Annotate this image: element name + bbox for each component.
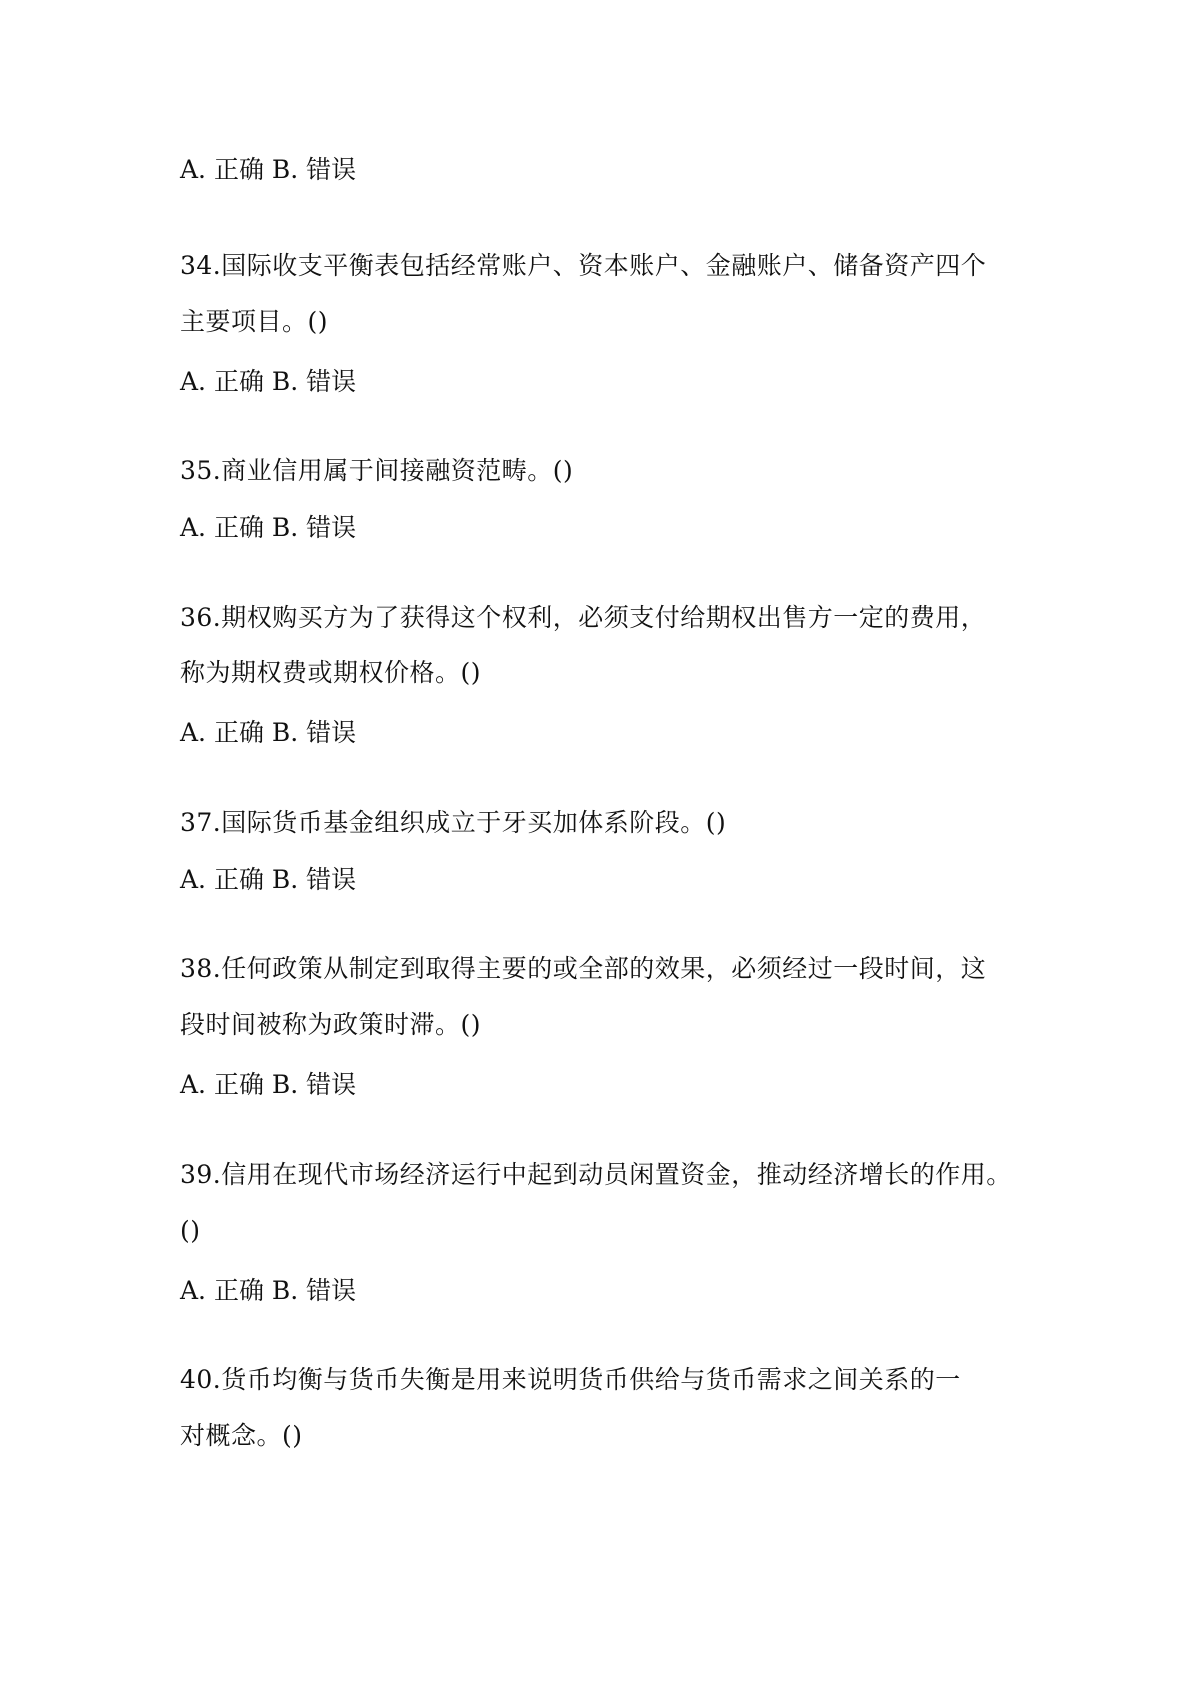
question-40-line-1: 40.货币均衡与货币失衡是用来说明货币供给与货币需求之间关系的一	[180, 1365, 961, 1394]
question-35-line-1: 35.商业信用属于间接融资范畴。()	[180, 456, 574, 485]
question-38-options: A. 正确 B. 错误	[180, 1070, 357, 1099]
question-35-options: A. 正确 B. 错误	[180, 513, 357, 542]
question-37-line-1: 37.国际货币基金组织成立于牙买加体系阶段。()	[180, 808, 727, 837]
question-39-options: A. 正确 B. 错误	[180, 1276, 357, 1305]
question-34-line-1: 34.国际收支平衡表包括经常账户、资本账户、金融账户、储备资产四个	[180, 251, 987, 280]
question-34-line-2: 主要项目。()	[180, 307, 329, 336]
question-36-line-1: 36.期权购买方为了获得这个权利，必须支付给期权出售方一定的费用，	[180, 603, 987, 632]
question-37-options: A. 正确 B. 错误	[180, 865, 357, 894]
question-40-line-2: 对概念。()	[180, 1421, 303, 1450]
question-38-line-2: 段时间被称为政策时滞。()	[180, 1010, 482, 1039]
question-38-line-1: 38.任何政策从制定到取得主要的或全部的效果，必须经过一段时间，这	[180, 954, 987, 983]
question-36-options: A. 正确 B. 错误	[180, 718, 357, 747]
question-34-options: A. 正确 B. 错误	[180, 367, 357, 396]
question-36-line-2: 称为期权费或期权价格。()	[180, 658, 482, 687]
question-39-line-2: ()	[180, 1216, 201, 1245]
question-39-line-1: 39.信用在现代市场经济运行中起到动员闲置资金，推动经济增长的作用。	[180, 1160, 1012, 1189]
option-line: A. 正确 B. 错误	[180, 155, 357, 184]
